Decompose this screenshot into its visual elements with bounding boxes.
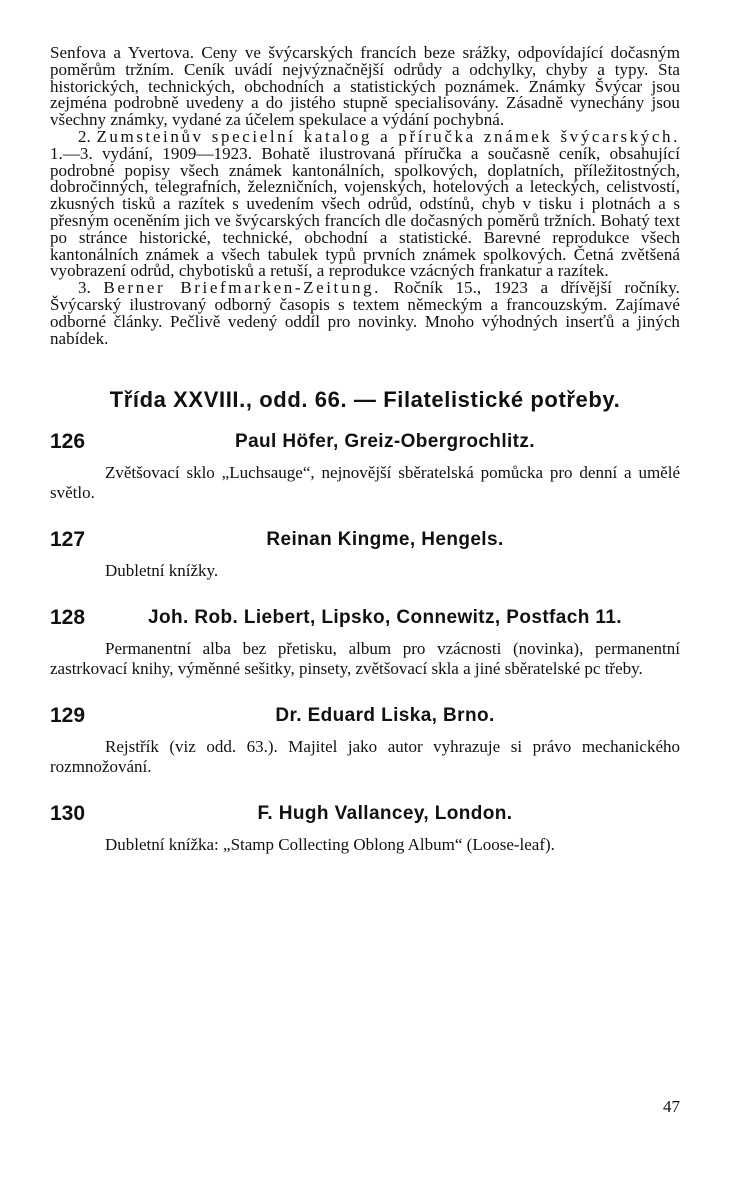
entry-number: 127	[50, 528, 86, 552]
entry-number: 128	[50, 606, 86, 630]
exhibitor-entry	[50, 527, 680, 581]
page-number: 47	[663, 1097, 680, 1116]
intro-paragraph: Senfova a Yvertova. Ceny ve švýcarských francích beze srážky, odpovídající dočasným poměrům tržním. Ceník uvádí nejvýznačnější odrůdy a odchylky, chyby a typy. Sta historických, technických, obchodních a statistických poznámek. Známky Švýcar jsou zejména podrobně uvedeny a do jistého stupně specialisovány. Zásadně vynechány jsou všechny známky, vydané za účelem spekulace a výdání pochybná.	[50, 43, 680, 130]
entry-description: Rejstřík (viz odd. 63.). Majitel jako autor vyhrazuje si právo mechanického rozmnožování.	[50, 737, 680, 777]
catalog-item-3-number: 3.	[78, 278, 91, 298]
section-heading: Třída XXVIII., odd. 66. — Filatelistické potřeby.	[109, 387, 621, 413]
entry-description: Zvětšovací sklo „Luchsauge“, nejnovější sběratelská pomůcka pro denní a umělé světlo.	[50, 463, 680, 503]
exhibitor-entry	[50, 605, 680, 679]
exhibitor-entry	[50, 703, 680, 777]
exhibitor-name: Reinan Kingme, Hengels.	[266, 529, 504, 551]
exhibitor-entry	[50, 429, 680, 503]
entry-number: 129	[50, 704, 86, 728]
exhibitor-name: Paul Höfer, Greiz-Obergrochlitz.	[235, 431, 535, 453]
entry-number: 126	[50, 430, 86, 454]
entry-header	[50, 703, 680, 729]
entry-description: Dubletní knížka: „Stamp Collecting Oblong Album“ (Loose-leaf).	[105, 835, 555, 855]
exhibitor-name: Joh. Rob. Liebert, Lipsko, Connewitz, Postfach 11.	[148, 607, 622, 629]
intro-text	[50, 45, 680, 347]
catalog-item-2-text: 1.—3. vydání, 1909—1923. Bohatě ilustrovaná příručka a současně ceník, obsahující podrobné popisy všech známek kantonálních, spolkových, doplatních, příležitostných, dobročinných, telegrafních, železničních, vojenských, hotelových a leteckých, celistvostí, zkusných tisků a razítek s uvedením všech odrůd, odstínů, chyb v tisku i plotnách a s přesným oceněním jich ve švýcarských francích dle dočasných poměrů tržních. Bohatý text po stránce historické, technické, obchodní a statistické. Barevné reprodukce všech kantonálních známek a všech tabulek typů prvních známek spolkových. Četná zvětšená vyobrazení odrůd, chybotisků a retuší, a reprodukce vzácných frankatur a razítek.	[50, 143, 680, 281]
exhibitor-entry	[50, 801, 680, 855]
entry-header	[50, 527, 680, 553]
entry-number: 130	[50, 802, 86, 826]
entry-header	[50, 429, 680, 455]
exhibitor-name: Dr. Eduard Liska, Brno.	[275, 705, 495, 727]
catalog-item-2	[50, 126, 680, 281]
entry-header	[50, 801, 680, 827]
entry-description: Dubletní knížky.	[105, 561, 219, 581]
entry-header	[50, 605, 680, 631]
catalog-item-3	[50, 280, 680, 347]
entry-description: Permanentní alba bez přetisku, album pro vzácnosti (novinka), permanentní zastrkovací knihy, výměnné sešitky, pinsety, zvětšovací skla a jiné sběratelské pc třeby.	[50, 639, 680, 679]
catalog-item-2-number: 2.	[78, 126, 91, 146]
document-page	[50, 45, 680, 855]
catalog-item-2-title: Zumsteinův specielní katalog a příručka známek švýcarských.	[96, 126, 680, 146]
catalog-item-3-text: Ročník 15., 1923 a dřívější ročníky. Švýcarský ilustrovaný odborný časopis s textem německým a francouzským. Zajímavé odborné články. Pečlivě vedený oddíl pro novinky. Mnoho výhodných inserťů a jiných nabídek.	[50, 278, 680, 348]
catalog-item-3-title: Berner Briefmarken-Zeitung.	[103, 278, 382, 298]
exhibitor-name: F. Hugh Vallancey, London.	[257, 803, 513, 825]
